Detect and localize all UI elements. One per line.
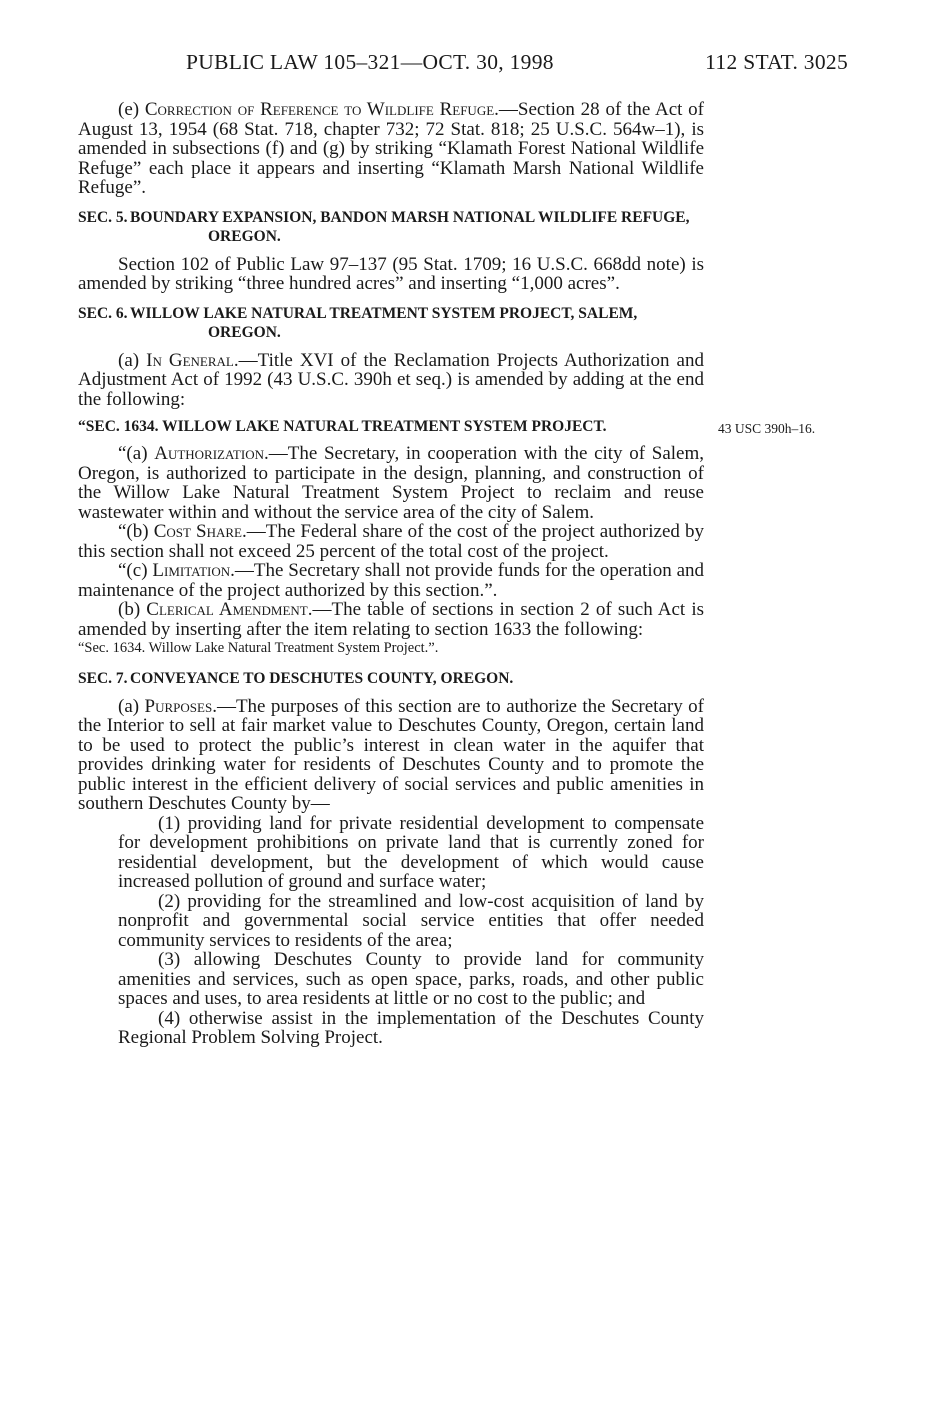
paragraph-e: (e) Correction of Reference to Wildlife Refuge.—Section 28 of the Act of August 13, 1954 (68 Stat. 718, chapter 732; 72 Stat. 818; 25 U.S.C. 564w–1), is amended in subsections (f) and (g) by striking “Klamath Forest National Wildlife Refuge” each place it appears and inserting “Klamath Marsh National Wildlife Refuge”.: [78, 99, 705, 198]
section-5-text: Section 102 of Public Law 97–137 (95 Stat. 1709; 16 U.S.C. 668dd note) is amended by striking “three hundred acres” and inserting “1,000 acres”.: [78, 253, 704, 294]
paragraph-heading: Clerical Amendment.: [146, 599, 313, 620]
section-6-b: (b) Clerical Amendment.—The table of sections in section 2 of such Act is amended by inserting after the item relating to section 1633 the following:: [78, 599, 704, 640]
quoted-subsection-c: “(c) Limitation.—The Secretary shall not provide funds for the operation and maintenance of the project authorized by this section.”.: [78, 560, 704, 601]
section-7-a: (a) Purposes.—The purposes of this section are to authorize the Secretary of the Interior to sell at fair market value to Deschutes County, Oregon, certain land to be used to protect the public’s interest in clean water in the aquifer that provides drinking water for residents of Deschutes County and to promote the public interest in the efficient delivery of social services and public amenities in southern Deschutes County by—: [78, 695, 704, 814]
quoted-subsection-a: “(a) Authorization.—The Secretary, in cooperation with the city of Salem, Oregon, is authorized to participate in the design, planning, and construction of the Willow Lake Natural Treatment System Project to reclaim and reuse wastewater within and without the service area of the city of Salem.: [78, 443, 704, 523]
running-head: PUBLIC LAW 105–321—OCT. 30, 1998: [186, 50, 554, 74]
quoted-section-heading: “SEC. 1634. WILLOW LAKE NATURAL TREATMENT SYSTEM PROJECT. 43 USC 390h–16.: [78, 418, 816, 436]
list-item: (4) otherwise assist in the implementation of the Deschutes County Regional Problem Solving Project.: [118, 1007, 704, 1048]
section-6-a: (a) In General.—Title XVI of the Reclamation Projects Authorization and Adjustment Act of 1992 (43 U.S.C. 390h et seq.) is amended by adding at the end the following:: [78, 349, 704, 410]
purposes-list: [78, 814, 704, 1048]
statute-page-number: 112 STAT. 3025: [705, 50, 848, 74]
section-heading-6: SEC. 6. WILLOW LAKE NATURAL TREATMENT SYSTEM PROJECT, SALEM, OREGON.: [78, 304, 638, 341]
quoted-subsection-b: “(b) Cost Share.—The Federal share of the cost of the project authorized by this section shall not exceed 25 percent of the total cost of the project.: [78, 521, 705, 562]
list-item: (2) providing for the streamlined and low-cost acquisition of land by nonprofit and governmental social service entities that offer needed community services to residents of the area;: [118, 890, 704, 951]
table-of-sections-item: “Sec. 1634. Willow Lake Natural Treatment System Project.”.: [78, 640, 439, 656]
page-header: [78, 50, 848, 80]
margin-citation-note: 43 USC 390h–16.: [718, 421, 816, 436]
section-heading-7: SEC. 7. CONVEYANCE TO DESCHUTES COUNTY, OREGON.: [78, 669, 514, 687]
paragraph-heading: Authorization.: [154, 443, 269, 464]
paragraph-heading: Cost Share.: [153, 521, 247, 542]
paragraph-heading: Purposes.: [144, 695, 217, 717]
body-text: [78, 99, 816, 1048]
list-item: (3) allowing Deschutes County to provide land for community amenities and services, such as open space, parks, roads, and other public spaces and uses, to area residents at little or no cost to the public; and: [118, 949, 704, 1009]
paragraph-heading: Limitation.: [152, 560, 235, 581]
paragraph-heading: Correction of Reference to Wildlife Refuge.: [144, 99, 499, 120]
list-item: (1) providing land for private residential development to compensate for development prohibitions on private land that is currently zoned for residential development, but the development of which would cause increased pollution of ground and surface water;: [118, 812, 704, 892]
paragraph-heading: In General.: [146, 349, 239, 371]
section-heading-5: SEC. 5. BOUNDARY EXPANSION, BANDON MARSH NATIONAL WILDLIFE REFUGE, OREGON.: [78, 208, 690, 245]
